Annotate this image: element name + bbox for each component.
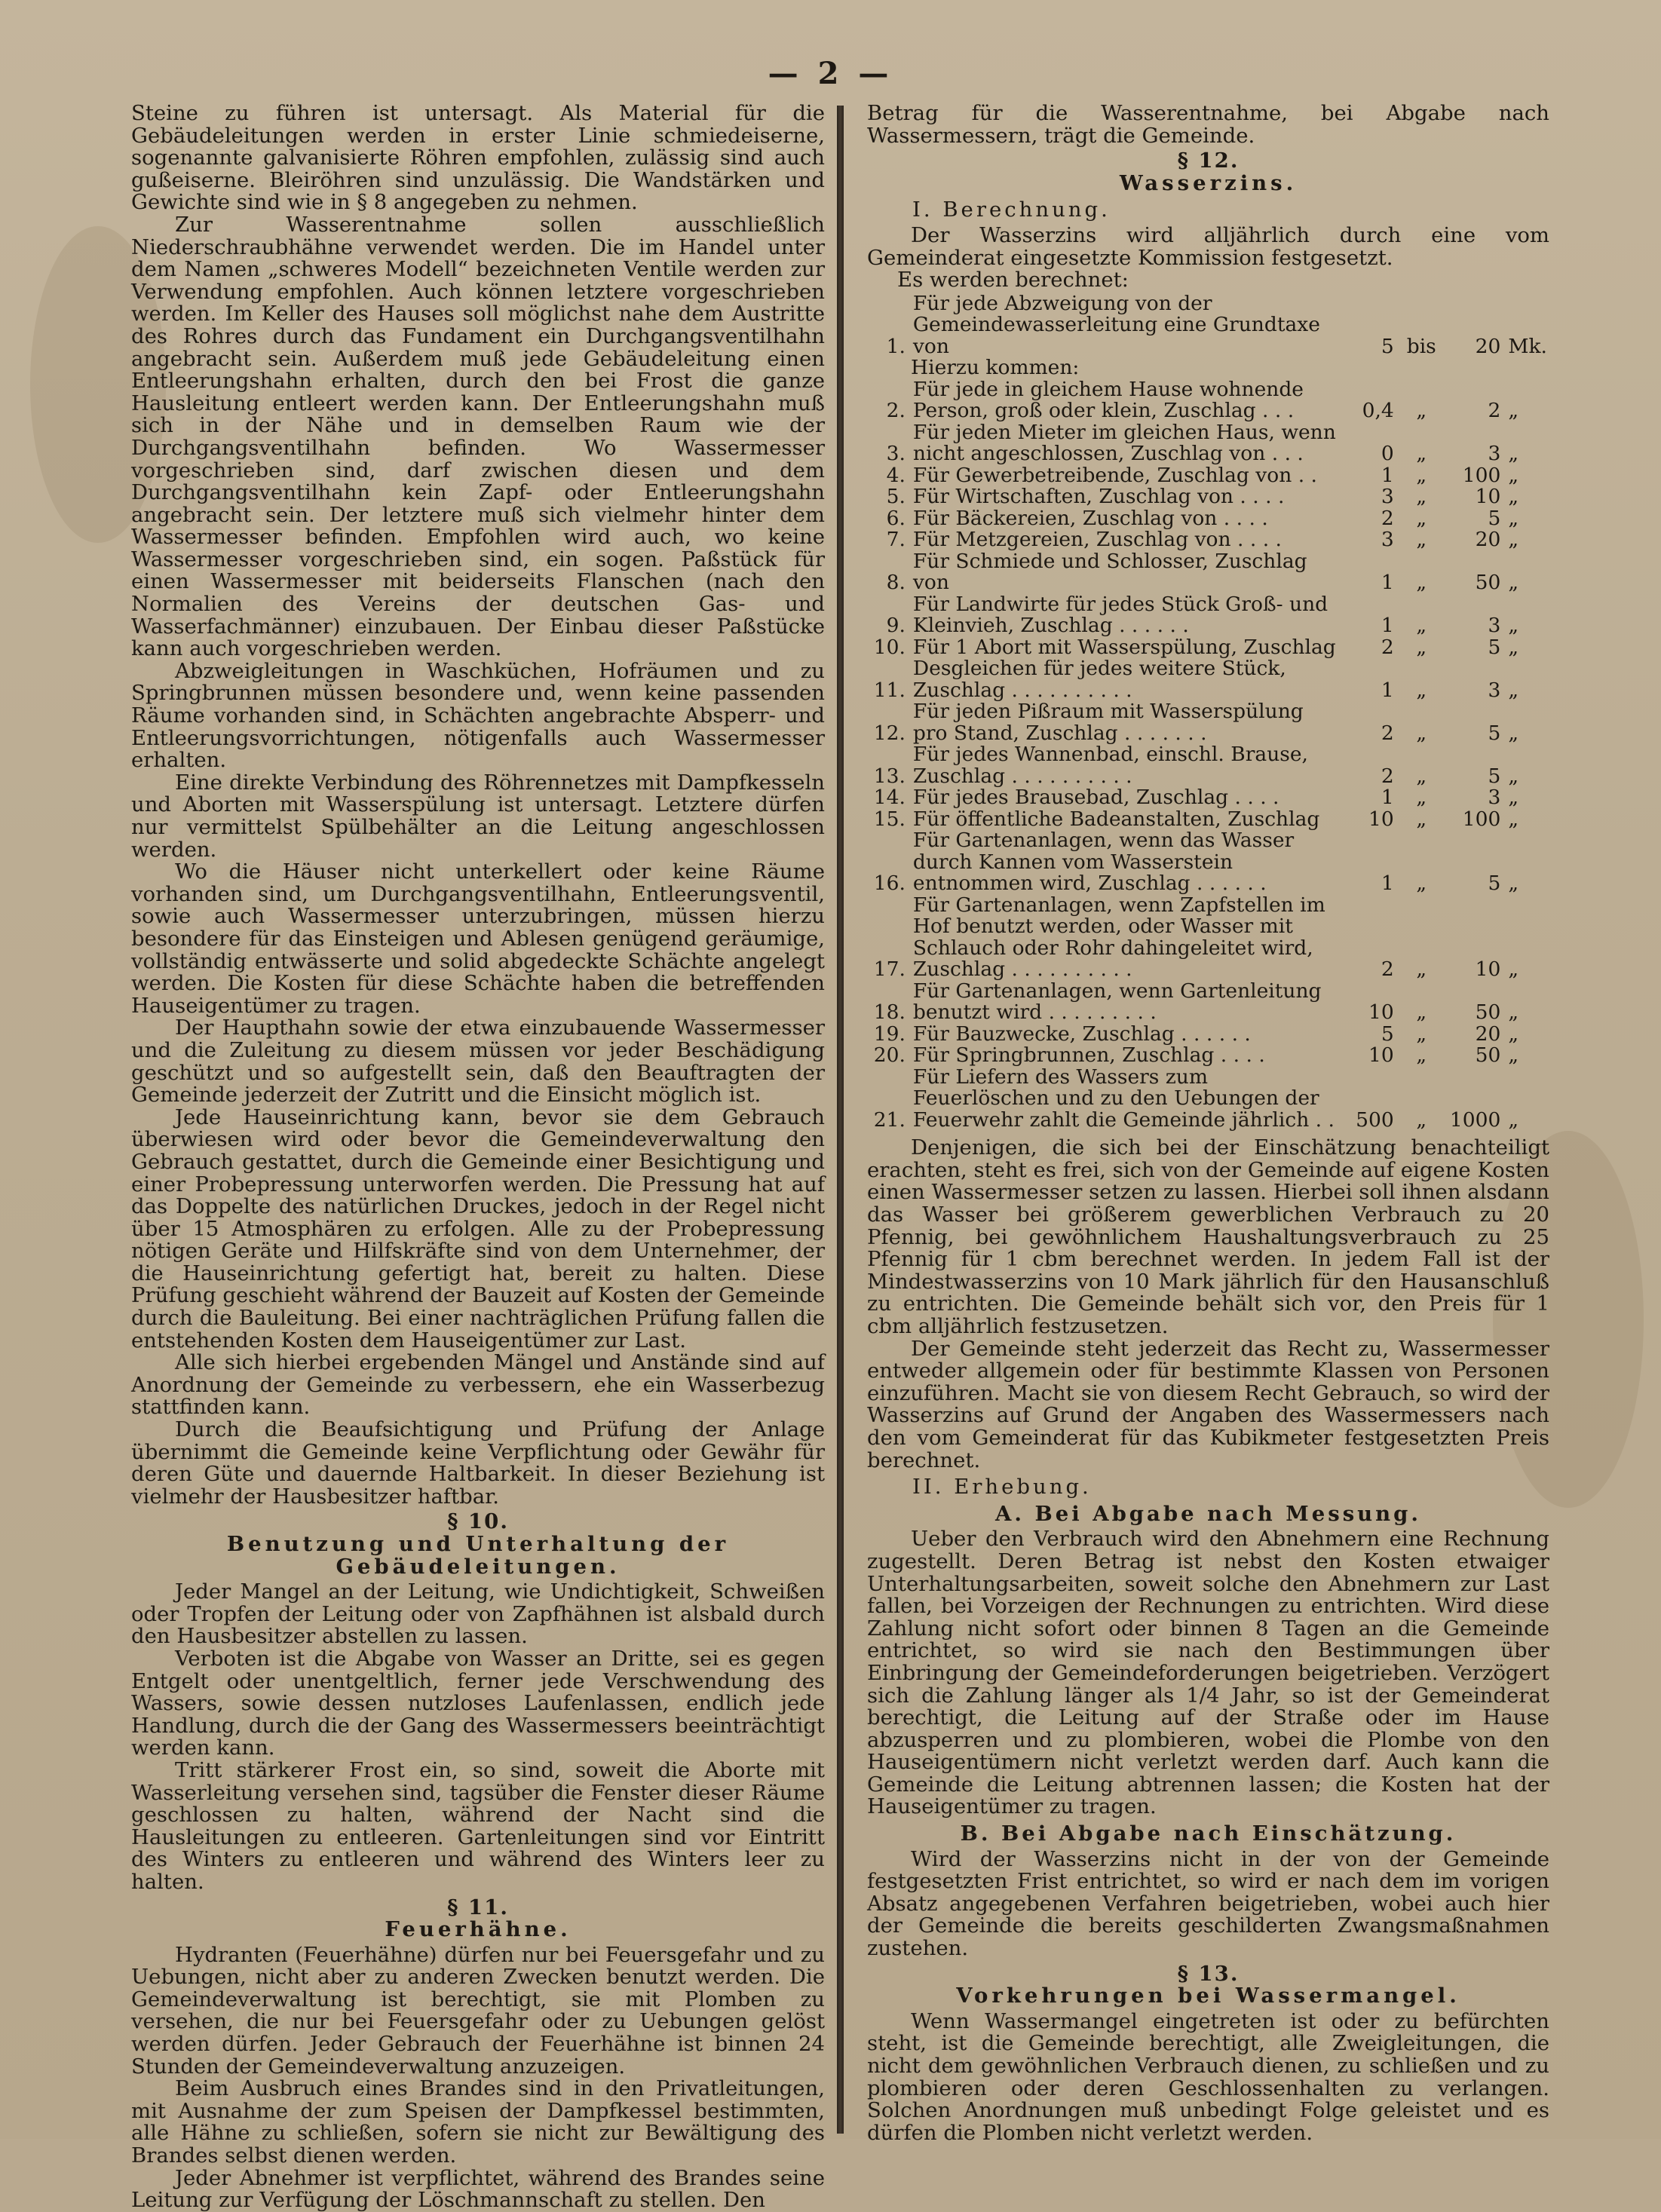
fee-min: 1 bbox=[1381, 463, 1394, 487]
fee-min: 1 bbox=[1381, 678, 1394, 702]
fee-item-number: 13. bbox=[873, 764, 906, 788]
fee-unit: „ bbox=[1508, 463, 1519, 487]
fee-min: 2 bbox=[1381, 635, 1394, 659]
fee-row bbox=[867, 744, 1549, 787]
column-divider bbox=[837, 106, 844, 2134]
fee-max: 3 bbox=[1488, 442, 1501, 466]
left-column bbox=[131, 101, 825, 2212]
fee-separator: „ bbox=[1416, 614, 1427, 638]
fee-separator: „ bbox=[1416, 678, 1427, 702]
subheading: B. Bei Abgabe nach Einschätzung. bbox=[960, 1821, 1457, 1846]
fee-max: 5 bbox=[1488, 721, 1501, 745]
fee-min: 5 bbox=[1381, 334, 1394, 358]
paragraph: Der Haupthahn sowie der etwa einzubauende Wassermesser und die Zuleitung zu diesem müssen vor jeder Beschädigung geschützt und so aufgestellt sein, daß den Beauftragten der Gemeinde jederzeit der Zutritt und die Einsicht möglich ist. bbox=[131, 1016, 825, 1108]
fee-max: 5 bbox=[1488, 635, 1501, 659]
fee-item-number: 19. bbox=[873, 1022, 906, 1046]
fee-separator: „ bbox=[1416, 485, 1427, 509]
fee-unit: „ bbox=[1508, 872, 1519, 896]
fee-unit: „ bbox=[1508, 807, 1519, 831]
fee-item-number: 21. bbox=[873, 1108, 906, 1132]
fee-max: 50 bbox=[1475, 1043, 1501, 1068]
fee-max: 3 bbox=[1488, 786, 1501, 810]
fee-item-text: Desgleichen für jedes weitere Stück, Zuschlag . . . . . . . . . . bbox=[912, 657, 1286, 702]
paragraph: Tritt stärkerer Frost ein, so sind, soweit die Aborte mit Wasserleitung versehen sind, tagsüber die Fenster dieser Räume geschlossen zu halten, während der Nacht sind die Hausleitungen zu entleeren. Gartenleitungen sind vor Eintritt des Winters zu entleeren und während des Winters leer zu halten. bbox=[131, 1757, 825, 1894]
fee-table-note: Hierzu kommen: bbox=[911, 356, 1080, 380]
fee-item-text: Für Gartenanlagen, wenn Gartenleitung benutzt wird . . . . . . . . . bbox=[912, 979, 1322, 1025]
fee-unit: „ bbox=[1508, 1022, 1519, 1046]
fee-min: 10 bbox=[1368, 1000, 1394, 1025]
fee-max: 20 bbox=[1475, 1022, 1501, 1046]
paragraph: Der Gemeinde steht jederzeit das Recht zu, Wassermesser entweder allgemein oder für bestimmte Klassen von Personen einzuführen. Macht sie von diesem Recht Gebrauch, so wird der Wasserzins auf Grund der Angaben des Wassermessers nach den vom Gemeinderat für das Kubikmeter festgesetzten Preis berechnet. bbox=[867, 1336, 1549, 1472]
paragraph: Betrag für die Wasserentnahme, bei Abgabe nach Wassermessern, trägt die Gemeinde. bbox=[867, 101, 1549, 148]
fee-item-text: Für jeden Mieter im gleichen Haus, wenn nicht angeschlossen, Zuschlag von . . . bbox=[912, 420, 1336, 466]
fee-max: 100 bbox=[1462, 463, 1501, 487]
fee-item-number: 6. bbox=[886, 506, 906, 530]
fee-item-text: Für jeden Pißraum mit Wasserspülung pro Stand, Zuschlag . . . . . . . bbox=[912, 700, 1304, 745]
fee-item-number: 10. bbox=[873, 635, 906, 659]
fee-unit: „ bbox=[1508, 678, 1519, 702]
fee-item-text: Für jede in gleichem Hause wohnende Person, groß oder klein, Zuschlag . . . bbox=[912, 377, 1304, 423]
fee-unit: „ bbox=[1508, 1108, 1519, 1132]
fee-max: 5 bbox=[1488, 872, 1501, 896]
fee-separator: „ bbox=[1416, 442, 1427, 466]
fee-item-number: 15. bbox=[873, 807, 906, 831]
fee-item-text: Für jedes Wannenbad, einschl. Brause, Zuschlag . . . . . . . . . . bbox=[912, 743, 1308, 788]
section-number: § 12. bbox=[1177, 149, 1240, 173]
fee-min: 2 bbox=[1381, 721, 1394, 745]
fee-item-number: 5. bbox=[886, 485, 906, 509]
fee-separator: „ bbox=[1416, 1043, 1427, 1068]
fee-item-text: Für Schmiede und Schlosser, Zuschlag von bbox=[912, 549, 1307, 595]
fee-max: 2 bbox=[1488, 399, 1501, 423]
fee-min: 1 bbox=[1381, 786, 1394, 810]
fee-min: 1 bbox=[1381, 571, 1394, 595]
fee-min: 2 bbox=[1381, 506, 1394, 530]
fee-max: 20 bbox=[1475, 528, 1501, 552]
fee-unit: „ bbox=[1508, 957, 1519, 982]
fee-row bbox=[867, 508, 1549, 530]
fee-min: 10 bbox=[1368, 807, 1394, 831]
fee-separator: „ bbox=[1416, 807, 1427, 831]
fee-item-text: Für Liefern des Wassers zum Feuerlöschen und zu den Uebungen der Feuerwehr zahlt die Gemeinde jährlich . . bbox=[912, 1065, 1335, 1132]
subheading: A. Bei Abgabe nach Messung. bbox=[995, 1501, 1421, 1526]
fee-item-text: Für 1 Abort mit Wasserspülung, Zuschlag bbox=[912, 635, 1336, 659]
fee-separator: „ bbox=[1416, 1000, 1427, 1025]
fee-separator: „ bbox=[1416, 528, 1427, 552]
fee-separator: „ bbox=[1416, 571, 1427, 595]
fee-unit: „ bbox=[1508, 786, 1519, 810]
fee-unit: „ bbox=[1508, 1000, 1519, 1025]
fee-unit: „ bbox=[1508, 485, 1519, 509]
fee-separator: bis bbox=[1406, 334, 1436, 358]
fee-min: 3 bbox=[1381, 528, 1394, 552]
fee-item-number: 7. bbox=[886, 528, 906, 552]
fee-min: 2 bbox=[1381, 957, 1394, 982]
fee-max: 5 bbox=[1488, 764, 1501, 788]
fee-item-number: 20. bbox=[873, 1043, 906, 1068]
fee-item-text: Für Bäckereien, Zuschlag von . . . . bbox=[912, 506, 1268, 530]
paragraph: Wird der Wasserzins nicht in der von der Gemeinde festgesetzten Frist entrichtet, so wird er nach dem im vorigen Absatz angegebenen Verfahren beigetrieben, wobei auch hier der Gemeinde die bereits geschilderten Zwangsmaßnahmen zustehen. bbox=[867, 1846, 1549, 1961]
paragraph: Hydranten (Feuerhähne) dürfen nur bei Feuersgefahr und zu Uebungen, nicht aber zu anderen Zwecken benutzt werden. Die Gemeindeverwaltung ist berechtigt, sie mit Plomben zu versehen, die nur bei Feuersgefahr oder zu Uebungen gelöst werden dürfen. Jeder Gebrauch der Feuerhähne ist binnen 24 Stunden der Gemeindeverwaltung anzuzeigen. bbox=[131, 1942, 825, 2079]
fee-item-number: 4. bbox=[886, 463, 906, 487]
fee-item-text: Für Gewerbetreibende, Zuschlag von . . bbox=[912, 463, 1317, 487]
fee-unit: „ bbox=[1508, 1043, 1519, 1068]
fee-max: 50 bbox=[1475, 571, 1501, 595]
fee-item-text: Für Metzgereien, Zuschlag von . . . . bbox=[912, 528, 1282, 552]
fee-row bbox=[867, 594, 1549, 637]
fee-item-text: Für jedes Brausebad, Zuschlag . . . . bbox=[912, 786, 1279, 810]
fee-separator: „ bbox=[1416, 1022, 1427, 1046]
fee-item-number: 16. bbox=[873, 872, 906, 896]
fee-min: 500 bbox=[1356, 1108, 1394, 1132]
fee-separator: „ bbox=[1416, 872, 1427, 896]
fee-item-number: 17. bbox=[873, 957, 906, 982]
fee-separator: „ bbox=[1416, 721, 1427, 745]
fee-min: 0 bbox=[1381, 442, 1394, 466]
fee-item-number: 3. bbox=[886, 442, 906, 466]
paragraph: Jede Hauseinrichtung kann, bevor sie dem Gebrauch überwiesen wird oder bevor die Gemeindeverwaltung den Gebrauch gestattet, durch die Gemeinde einer Besichtigung und einer Probepressung unterworfen werden. Die Pressung hat auf das Doppelte des natürlichen Druckes, jedoch in der Regel nicht über 15 Atmosphären zu erfolgen. Alle zu der Probepressung nötigen Geräte und Hilfskräfte sind von dem Unternehmer, der die Hauseinrichtung gefertigt hat, bereit zu halten. Diese Prüfung geschieht während der Bauzeit auf Kosten der Gemeinde durch die Bauleitung. Bei einer nachträglichen Prüfung fallen die entstehenden Kosten dem Hauseigentümer zur Last. bbox=[131, 1104, 825, 1353]
fee-max: 100 bbox=[1462, 807, 1501, 831]
fee-unit: „ bbox=[1508, 506, 1519, 530]
fee-item-number: 2. bbox=[886, 399, 906, 423]
fee-item-text: Für Bauzwecke, Zuschlag . . . . . . bbox=[912, 1022, 1251, 1046]
fee-item-text: Für öffentliche Badeanstalten, Zuschlag bbox=[912, 807, 1320, 831]
fee-unit: „ bbox=[1508, 721, 1519, 745]
fee-item-number: 8. bbox=[886, 571, 906, 595]
subheading: I. Berechnung. bbox=[912, 198, 1111, 222]
paragraph: Alle sich hierbei ergebenden Mängel und Anstände sind auf Anordnung der Gemeinde zu verbessern, ehe ein Wasserbezug stattfinden kann. bbox=[131, 1350, 825, 1420]
subheading: II. Erhebung. bbox=[912, 1475, 1092, 1500]
section-number: § 13. bbox=[1177, 1961, 1240, 1986]
section-title: Vorkehrungen bei Wassermangel. bbox=[956, 1984, 1460, 2008]
fee-separator: „ bbox=[1416, 399, 1427, 423]
fee-min: 0,4 bbox=[1362, 399, 1394, 423]
paragraph: Jeder Abnehmer ist verpflichtet, während des Brandes seine Leitung zur Verfügung der Löschmannschaft zu stellen. Den bbox=[131, 2165, 825, 2212]
fee-row bbox=[867, 422, 1549, 465]
fee-row bbox=[867, 1045, 1549, 1067]
fee-max: 50 bbox=[1475, 1000, 1501, 1025]
paragraph: Eine direkte Verbindung des Röhrennetzes mit Dampfkesseln und Aborten mit Wasserspülung ist untersagt. Letztere dürfen nur vermittelst Spülbehälter an die Leitung angeschlossen werden. bbox=[131, 770, 825, 862]
fee-row bbox=[867, 701, 1549, 744]
paragraph: Wenn Wassermangel eingetreten ist oder zu befürchten steht, ist die Gemeinde berechtigt, alle Zweigleitungen, die nicht dem gewöhnlichen Verbrauch dienen, zu schließen und zu plombieren oder deren Geschlossenhalten zu verlangen. Solchen Anordnungen muß unbedingt Folge geleistet und es dürfen die Plomben nicht verletzt werden. bbox=[867, 2008, 1549, 2145]
fee-row bbox=[867, 1024, 1549, 1046]
fee-item-text: Für jede Abzweigung von der Gemeindewasserleitung eine Grundtaxe von bbox=[912, 291, 1320, 358]
fee-min: 5 bbox=[1381, 1022, 1394, 1046]
section-number: § 11. bbox=[447, 1895, 509, 1919]
fee-max: 10 bbox=[1475, 957, 1501, 982]
paragraph: Abzweigleitungen in Waschküchen, Hofräumen und zu Springbrunnen müssen besondere und, wenn keine passenden Räume vorhanden sind, in Schächten angebrachte Absperr- und Entleerungsvorrichtungen, nötigenfalls auch Wassermesser erhalten. bbox=[131, 658, 825, 773]
fee-row bbox=[867, 379, 1549, 422]
fee-row bbox=[867, 809, 1549, 831]
right-column bbox=[867, 101, 1549, 2145]
fee-item-number: 1. bbox=[886, 334, 906, 358]
paragraph: Der Wasserzins wird alljährlich durch eine vom Gemeinderat eingesetzte Kommission festgesetzt. bbox=[867, 222, 1549, 270]
fee-row bbox=[867, 895, 1549, 981]
paragraph: Beim Ausbruch eines Brandes sind in den Privatleitungen, mit Ausnahme der zum Speisen der Dampfkessel bestimmten, alle Hähne zu schließen, sofern sie nicht zur Bewältigung des Brandes selbst dienen werden. bbox=[131, 2076, 825, 2168]
fee-max: 20 bbox=[1475, 334, 1501, 358]
fee-max: 3 bbox=[1488, 614, 1501, 638]
fee-table-note-row bbox=[867, 357, 1549, 379]
section-title: Benutzung und Unterhaltung der Gebäudeleitungen. bbox=[226, 1532, 730, 1579]
fee-row bbox=[867, 830, 1549, 895]
fee-row bbox=[867, 658, 1549, 701]
fee-separator: „ bbox=[1416, 506, 1427, 530]
paragraph: Ueber den Verbrauch wird den Abnehmern eine Rechnung zugestellt. Deren Betrag ist nebst den Kosten etwaiger Unterhaltungsarbeiten, soweit solche den Abnehmern zur Last fallen, bei Vorzeigen der Rechnungen zu entrichten. Wird diese Zahlung nicht sofort oder binnen 8 Tagen an die Gemeinde entrichtet, so wird sie nach den Bestimmungen über Einbringung der Gemeindeforderungen beigetrieben. Verzögert sich die Zahlung länger als 1/4 Jahr, so ist der Gemeinderat berechtigt, die Leitung auf der Straße oder im Hause abzusperren und zu plombieren, wobei die Plombe von den Hauseigentümern nicht verletzt werden darf. Auch kann die Gemeinde die Leitung abtrennen lassen; die Kosten hat der Hauseigentümer zu tragen. bbox=[867, 1527, 1549, 1819]
fee-row bbox=[867, 1067, 1549, 1132]
fee-separator: „ bbox=[1416, 764, 1427, 788]
fee-item-text: Für Gartenanlagen, wenn das Wasser durch Kannen vom Wasserstein entnommen wird, Zuschlag . . . . . . bbox=[912, 829, 1295, 896]
fee-max: 1000 bbox=[1449, 1108, 1501, 1132]
fee-unit: „ bbox=[1508, 571, 1519, 595]
fee-item-number: 14. bbox=[873, 786, 906, 810]
fee-row bbox=[867, 787, 1549, 809]
fee-table bbox=[867, 293, 1549, 1132]
fee-item-number: 18. bbox=[873, 1000, 906, 1025]
paragraph: Verboten ist die Abgabe von Wasser an Dritte, sei es gegen Entgelt oder unentgeltlich, ferner jede Verschwendung des Wassers, sowie dessen nutzloses Laufenlassen, endlich jede Handlung, durch die der Gang des Wassermessers beeinträchtigt werden kann. bbox=[131, 1646, 825, 1760]
fee-separator: „ bbox=[1416, 635, 1427, 659]
fee-row bbox=[867, 465, 1549, 487]
paragraph: Steine zu führen ist untersagt. Als Material für die Gebäudeleitungen werden in erster Linie schmiedeiserne, sogenannte galvanisierte Röhren empfohlen, zulässig sind auch gußeiserne. Bleiröhren sind unzulässig. Die Wandstärken und Gewichte sind wie in § 8 angegeben zu nehmen. bbox=[131, 101, 825, 215]
fee-row bbox=[867, 293, 1549, 358]
fee-separator: „ bbox=[1416, 1108, 1427, 1132]
fee-unit: „ bbox=[1508, 442, 1519, 466]
fee-separator: „ bbox=[1416, 463, 1427, 487]
fee-unit: „ bbox=[1508, 399, 1519, 423]
fee-unit: „ bbox=[1508, 764, 1519, 788]
paragraph: Es werden berechnet: bbox=[897, 268, 1129, 293]
fee-item-text: Für Gartenanlagen, wenn Zapfstellen im Hof benutzt werden, oder Wasser mit Schlauch oder Rohr dahingeleitet wird, Zuschlag . . . . . . . . . . bbox=[912, 893, 1325, 982]
fee-min: 3 bbox=[1381, 485, 1394, 509]
fee-row bbox=[867, 551, 1549, 594]
paragraph: Denjenigen, die sich bei der Einschätzung benachteiligt erachten, steht es frei, sich von der Gemeinde auf eigene Kosten einen Wassermesser setzen zu lassen. Hierbei soll ihnen alsdann das Wasser bei größerem gewerblichen Verbrauch zu 20 Pfennig, bei gewöhnlichem Haushaltungsverbrauch zu 25 Pfennig für 1 cbm berechnet werden. In jedem Fall ist der Mindestwasserzins von 10 Mark jährlich für den Hausanschluß zu entrichten. Die Gemeinde behält sich vor, den Preis für 1 cbm alljährlich festzusetzen. bbox=[867, 1135, 1549, 1338]
fee-row bbox=[867, 637, 1549, 659]
fee-item-number: 9. bbox=[886, 614, 906, 638]
section-number: § 10. bbox=[447, 1509, 509, 1534]
fee-row bbox=[867, 981, 1549, 1024]
fee-item-text: Für Landwirte für jedes Stück Groß- und Kleinvieh, Zuschlag . . . . . . bbox=[912, 592, 1328, 638]
fee-item-text: Für Wirtschaften, Zuschlag von . . . . bbox=[912, 485, 1285, 509]
section-title: Feuerhähne. bbox=[385, 1917, 572, 1942]
fee-unit: „ bbox=[1508, 635, 1519, 659]
fee-item-number: 12. bbox=[873, 721, 906, 745]
paragraph: Jeder Mangel an der Leitung, wie Undichtigkeit, Schweißen oder Tropfen der Leitung oder von Zapfhähnen ist alsbald durch den Hausbesitzer abstellen zu lassen. bbox=[131, 1579, 825, 1649]
fee-item-text: Für Springbrunnen, Zuschlag . . . . bbox=[912, 1043, 1265, 1068]
fee-min: 2 bbox=[1381, 764, 1394, 788]
fee-row bbox=[867, 529, 1549, 551]
fee-min: 1 bbox=[1381, 614, 1394, 638]
section-title: Wasserzins. bbox=[1119, 170, 1298, 195]
page-number: — 2 — bbox=[768, 56, 893, 91]
fee-separator: „ bbox=[1416, 786, 1427, 810]
paragraph: Zur Wasserentnahme sollen ausschließlich Niederschraubhähne verwendet werden. Die im Handel unter dem Namen „schweres Modell“ bezeichneten Ventile werden zur Verwendung empfohlen. Auch können letztere vorgeschrieben werden. Im Keller des Hauses soll möglichst nahe dem Austritte des Rohres durch das Fundament ein Durchgangsventilhahn angebracht sein. Außerdem muß jede Gebäudeleitung einen Entleerungshahn erhalten, durch den bei Frost die ganze Hausleitung entleert werden kann. Der Entleerungshahn muß sich in der Nähe und in demselben Raum wie der Durchgangsventilhahn befinden. Wo Wassermesser vorgeschrieben sind, darf zwischen diesen und dem Durchgangsventilhahn kein Zapf- oder Entleerungshahn angebracht sein. Der letztere muß sich vielmehr hinter dem Wassermesser befinden. Empfohlen wird auch, wo keine Wassermesser vorgeschrieben sind, ein sogen. Paßstück für einen Wassermesser mit beiderseits Flanschen (nach den Normalien des Vereins der deutschen Gas- und Wasserfachmänner) einzubauen. Der Einbau dieser Paßstücke kann auch vorgeschrieben werden. bbox=[131, 212, 825, 661]
paragraph: Durch die Beaufsichtigung und Prüfung der Anlage übernimmt die Gemeinde keine Verpflichtung oder Gewähr für deren Güte und dauernde Haltbarkeit. In dieser Beziehung ist vielmehr der Hausbesitzer haftbar. bbox=[131, 1417, 825, 1509]
fee-max: 3 bbox=[1488, 678, 1501, 702]
fee-min: 10 bbox=[1368, 1043, 1394, 1068]
fee-row bbox=[867, 486, 1549, 508]
fee-unit: „ bbox=[1508, 528, 1519, 552]
fee-unit: Mk. bbox=[1508, 334, 1547, 358]
fee-item-number: 11. bbox=[873, 678, 906, 702]
fee-unit: „ bbox=[1508, 614, 1519, 638]
fee-min: 1 bbox=[1381, 872, 1394, 896]
fee-max: 10 bbox=[1475, 485, 1501, 509]
paragraph: Wo die Häuser nicht unterkellert oder keine Räume vorhanden sind, um Durchgangsventilhahn, Entleerungsventil, sowie auch Wassermesser unterzubringen, müssen hierzu besondere für das Einsteigen und Ablesen genügend geräumige, vollständig entwässerte und solid abgedeckte Schächte angelegt werden. Die Kosten für diese Schächte haben die betreffenden Hauseigentümer zu tragen. bbox=[131, 859, 825, 1018]
fee-separator: „ bbox=[1416, 957, 1427, 982]
fee-max: 5 bbox=[1488, 506, 1501, 530]
